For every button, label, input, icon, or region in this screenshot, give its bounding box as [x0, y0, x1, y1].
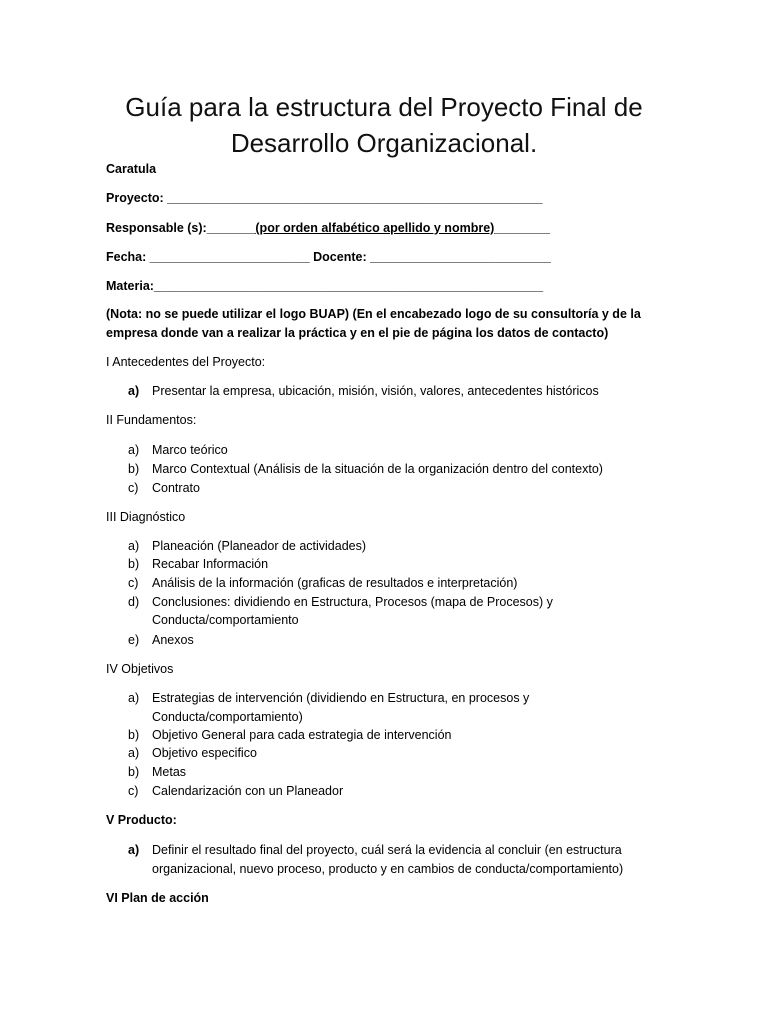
list-marker: c): [128, 784, 139, 798]
nota-line-1: (Nota: no se puede utilizar el logo BUAP) (En el encabezado logo de su consultoría y de la: [106, 307, 641, 321]
list-text: Metas: [152, 765, 187, 779]
list-item: [128, 557, 268, 571]
list-item: [128, 595, 553, 609]
responsable-blank: ________: [494, 221, 550, 235]
list-item: [128, 384, 599, 398]
list-marker: a): [128, 384, 140, 398]
list-text: Anexos: [152, 633, 194, 647]
section-antecedentes-heading: I Antecedentes del Proyecto:: [106, 355, 266, 369]
list-marker: a): [128, 691, 140, 705]
responsable-field: [106, 221, 550, 235]
list-marker: a): [128, 443, 140, 457]
caratula-heading: Caratula: [106, 162, 157, 176]
list-marker: a): [128, 843, 140, 857]
list-item: [128, 746, 257, 760]
document-title-line-2: Desarrollo Organizacional.: [230, 128, 538, 158]
list-marker: c): [128, 481, 139, 495]
list-text: Marco teórico: [152, 443, 228, 457]
list-item: [128, 843, 622, 857]
nota-line-2: empresa donde van a realizar la práctica y en el pie de página los datos de contacto): [106, 326, 609, 340]
list-marker: a): [128, 746, 140, 760]
document-title-line-1: Guía para la estructura del Proyecto Final de: [125, 92, 643, 122]
list-item: [128, 691, 529, 705]
list-text: Presentar la empresa, ubicación, misión, visión, valores, antecedentes históricos: [152, 384, 599, 398]
list-item: [128, 784, 343, 798]
list-marker: d): [128, 595, 140, 609]
proyecto-field: Proyecto: ______________________________________________________: [106, 191, 543, 205]
list-marker: e): [128, 633, 140, 647]
list-text-continuation: Conducta/comportamiento): [152, 710, 303, 724]
list-marker: b): [128, 462, 140, 476]
list-text: Análisis de la información (graficas de resultados e interpretación): [152, 576, 518, 590]
list-text: Objetivo General para cada estrategia de intervención: [152, 728, 452, 742]
section-plan-accion-heading: VI Plan de acción: [106, 891, 209, 905]
list-marker: b): [128, 557, 140, 571]
list-text-continuation: Conducta/comportamiento: [152, 613, 299, 627]
list-text-continuation: organizacional, nuevo proceso, producto y en cambios de conducta/comportamiento): [152, 862, 624, 876]
section-diagnostico-heading: III Diagnóstico: [106, 510, 186, 524]
materia-field: Materia:________________________________________________________: [106, 279, 544, 293]
list-marker: c): [128, 576, 139, 590]
list-text: Estrategias de intervención (dividiendo en Estructura, en procesos y: [152, 691, 530, 705]
list-marker: a): [128, 539, 140, 553]
list-item: [128, 765, 186, 779]
list-text: Conclusiones: dividiendo en Estructura, Procesos (mapa de Procesos) y: [152, 595, 553, 609]
list-item: [128, 728, 452, 742]
list-text: Contrato: [152, 481, 200, 495]
fecha-docente-field: Fecha: _______________________ Docente: __________________________: [106, 250, 551, 264]
section-objetivos-heading: IV Objetivos: [106, 662, 174, 676]
list-item: [128, 462, 603, 476]
list-text: Recabar Información: [152, 557, 269, 571]
list-item: [128, 576, 517, 590]
section-producto-heading: V Producto:: [106, 813, 177, 827]
list-item: [128, 443, 228, 457]
responsable-hint: (por orden alfabético apellido y nombre): [255, 221, 495, 235]
list-text: Objetivo especifico: [152, 746, 257, 760]
section-fundamentos-heading: II Fundamentos:: [106, 413, 197, 427]
list-item: [128, 633, 194, 647]
list-item: [128, 481, 200, 495]
list-marker: b): [128, 765, 140, 779]
list-marker: b): [128, 728, 140, 742]
list-text: Planeación (Planeador de actividades): [152, 539, 367, 553]
list-text: Definir el resultado final del proyecto, cuál será la evidencia al concluir (en estructura: [152, 843, 622, 857]
responsable-label: Responsable (s):_______: [106, 221, 256, 235]
list-text: Calendarización con un Planeador: [152, 784, 344, 798]
list-text: Marco Contextual (Análisis de la situación de la organización dentro del contexto): [152, 462, 603, 476]
list-item: [128, 539, 366, 553]
